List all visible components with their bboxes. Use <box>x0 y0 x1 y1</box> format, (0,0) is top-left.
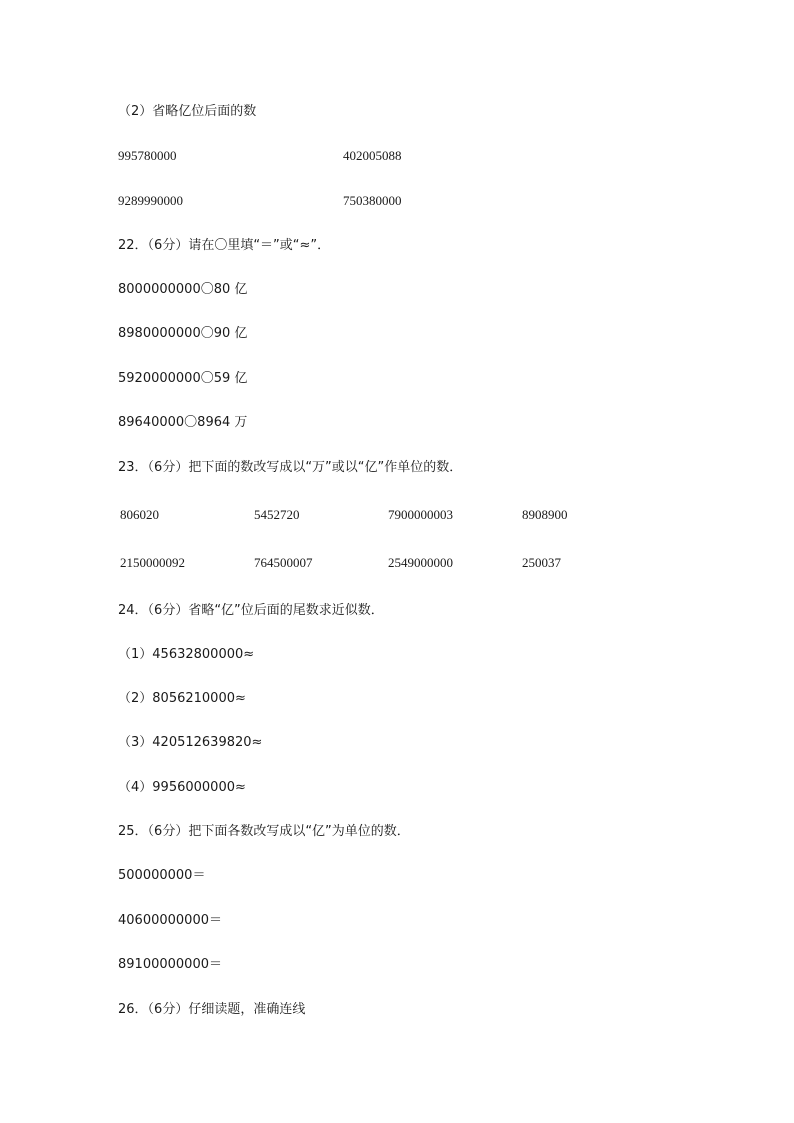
question-22-item: 5920000000〇59 亿 <box>118 371 248 386</box>
part2-number: 9289990000 <box>118 193 183 208</box>
question-24-item: （2）8056210000≈ <box>118 691 246 706</box>
question-22-item: 8000000000〇80 亿 <box>118 282 248 297</box>
question-25-item: 40600000000＝ <box>118 913 222 928</box>
question-23-number: 7900000003 <box>388 507 453 522</box>
question-23-number: 764500007 <box>254 555 313 570</box>
question-26-title: 26．（6分）仔细读题，准确连线 <box>118 1002 306 1017</box>
question-23-number: 2549000000 <box>388 555 453 570</box>
question-22-item: 8980000000〇90 亿 <box>118 326 248 341</box>
question-23-number: 8908900 <box>522 507 568 522</box>
question-24-item: （1）45632800000≈ <box>118 647 255 662</box>
question-24-item: （4）9956000000≈ <box>118 780 246 795</box>
part2-number: 402005088 <box>343 148 402 163</box>
question-24-title: 24．（6分）省略“亿”位后面的尾数求近似数． <box>118 603 384 618</box>
question-23-number: 2150000092 <box>120 555 185 570</box>
question-23-title: 23．（6分）把下面的数改写成以“万”或以“亿”作单位的数． <box>118 460 463 475</box>
question-25-item: 89100000000＝ <box>118 957 222 972</box>
part2-number: 750380000 <box>343 193 402 208</box>
question-22-title: 22．（6分）请在〇里填“＝”或“≈”． <box>118 238 331 253</box>
part2-number: 995780000 <box>118 148 177 163</box>
question-22-item: 89640000〇8964 万 <box>118 415 248 430</box>
question-25-title: 25．（6分）把下面各数改写成以“亿”为单位的数． <box>118 824 410 839</box>
part2-heading: （2）省略亿位后面的数 <box>118 104 257 119</box>
question-23-number: 250037 <box>522 555 561 570</box>
question-23-number: 5452720 <box>254 507 300 522</box>
question-25-item: 500000000＝ <box>118 868 206 883</box>
question-24-item: （3）420512639820≈ <box>118 735 263 750</box>
question-23-number: 806020 <box>120 507 159 522</box>
